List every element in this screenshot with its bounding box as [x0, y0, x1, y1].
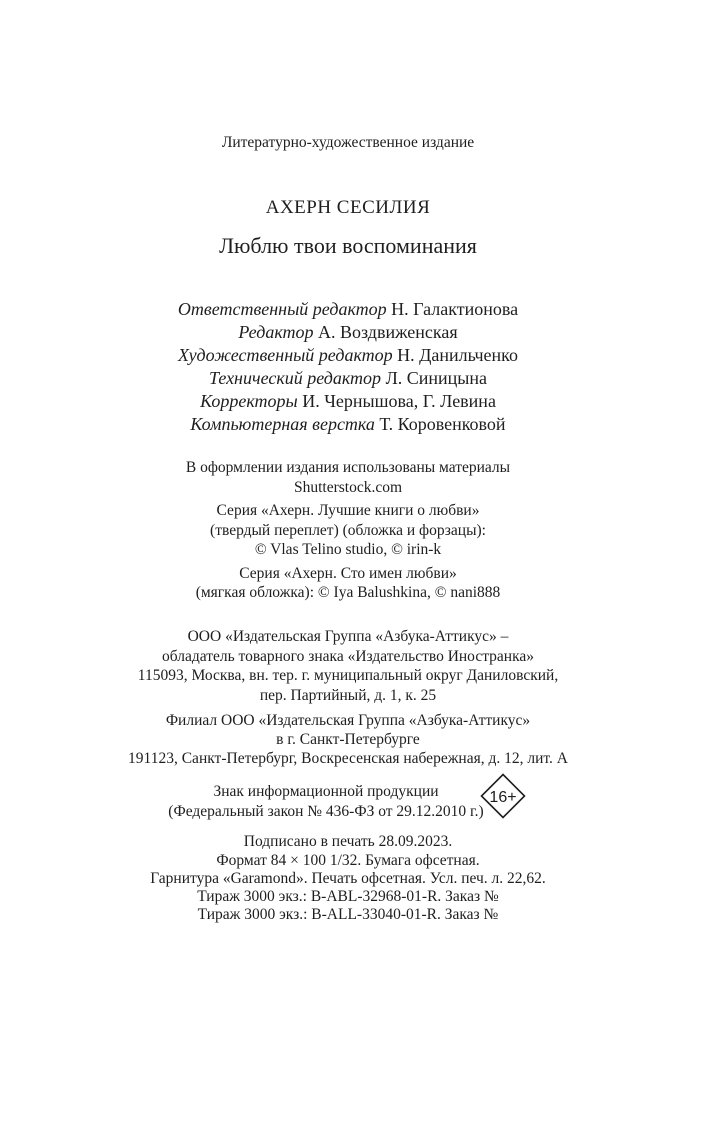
age-rating-label: 16+	[489, 789, 517, 806]
credit-name: Л. Синицына	[385, 368, 488, 388]
print-run: Тираж 3000 экз.: B-ALL-33040-01-R. Заказ №	[197, 906, 499, 923]
print-run: Тираж 3000 экз.: B-ABL-32968-01-R. Заказ №	[197, 888, 499, 905]
credit-role: Корректоры	[200, 391, 298, 411]
credit-line	[0, 321, 696, 344]
credit-role: Художественный редактор	[177, 345, 393, 365]
info-sign-line: (Федеральный закон № 436-ФЗ от 29.12.2010 г.)	[168, 803, 484, 820]
series-soft-line: Серия «Ахерн. Сто имен любви»	[239, 565, 457, 582]
publisher-line: обладатель товарного знака «Издательство Иностранка»	[161, 648, 535, 665]
credit-name: Н. Галактионова	[391, 299, 519, 319]
age-rating-badge	[480, 773, 526, 819]
credit-role: Редактор	[238, 322, 314, 342]
credit-name: А. Воздвиженская	[318, 322, 458, 342]
series-soft-line: (мягкая обложка): © Iya Balushkina, © nani888	[195, 584, 501, 601]
print-signed: Подписано в печать 28.09.2023.	[243, 833, 453, 850]
series-hard-line: © Vlas Telino studio, © irin-k	[254, 541, 442, 558]
credit-role: Технический редактор	[208, 368, 382, 388]
publisher-line: ООО «Издательская Группа «Азбука-Аттикус» –	[187, 628, 509, 645]
book-title: Люблю твои воспоминания	[219, 233, 477, 258]
author-name: АХЕРН СЕСИЛИЯ	[265, 197, 431, 218]
design-materials-line: Shutterstock.com	[293, 479, 403, 496]
age-rating-diamond-icon	[480, 773, 526, 819]
credit-line	[0, 344, 696, 367]
credit-line	[0, 413, 696, 436]
branch-line: в г. Санкт-Петербурге	[276, 731, 420, 748]
edition-type: Литературно-художественное издание	[221, 134, 475, 151]
print-format: Формат 84 × 100 1/32. Бумага офсетная.	[216, 852, 480, 869]
branch-line: 191123, Санкт-Петербург, Воскресенская набережная, д. 12, лит. А	[128, 750, 568, 767]
series-hard-line: (твердый переплет) (обложка и форзацы):	[210, 522, 486, 539]
publisher-line: пер. Партийный, д. 1, к. 25	[259, 687, 437, 704]
print-typeface: Гарнитура «Garamond». Печать офсетная. Усл. печ. л. 22,62.	[150, 870, 546, 887]
credit-role: Ответственный редактор	[177, 299, 387, 319]
info-sign-line: Знак информационной продукции	[213, 783, 439, 800]
credit-line	[0, 367, 696, 390]
credit-name: И. Чернышова, Г. Левина	[302, 391, 496, 411]
credit-line	[0, 390, 696, 413]
credit-name: Т. Коровенковой	[379, 414, 506, 434]
publisher-line: 115093, Москва, вн. тер. г. муниципальный округ Даниловский,	[137, 667, 559, 684]
credit-line	[0, 298, 696, 321]
credit-role: Компьютерная верстка	[190, 414, 375, 434]
design-materials-line: В оформлении издания использованы материалы	[185, 459, 511, 476]
credit-name: Н. Данильченко	[397, 345, 518, 365]
branch-line: Филиал ООО «Издательская Группа «Азбука-Аттикус»	[165, 712, 531, 729]
series-hard-line: Серия «Ахерн. Лучшие книги о любви»	[216, 502, 480, 519]
